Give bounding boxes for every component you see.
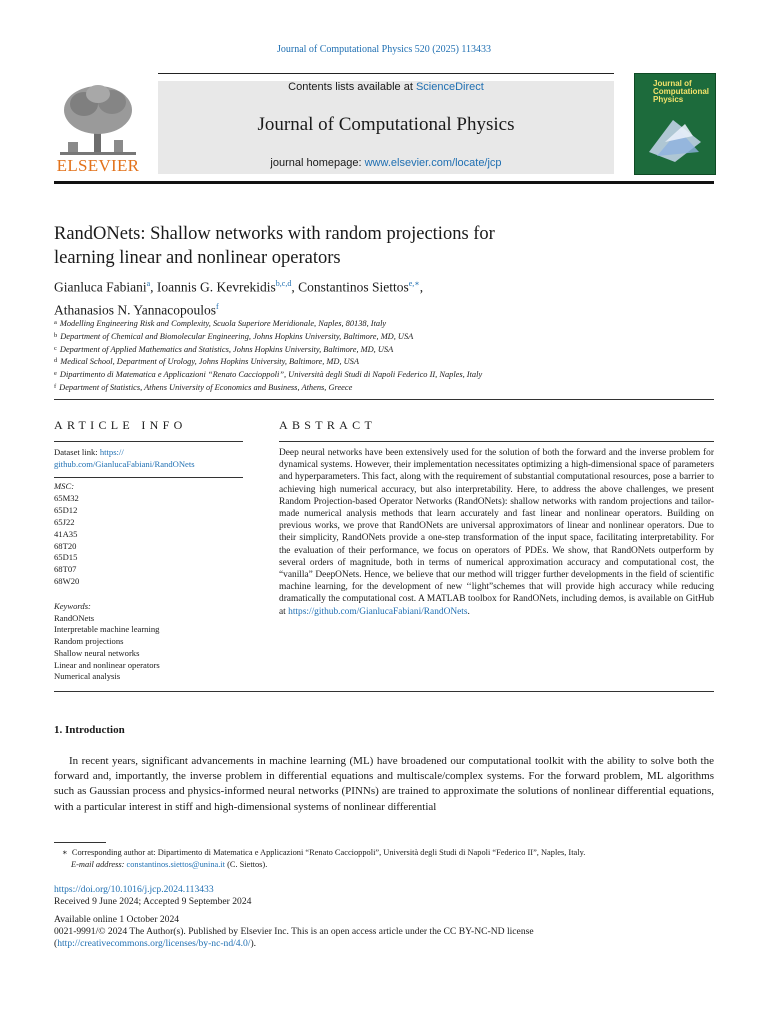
affiliation-text: Department of Chemical and Biomolecular Engineering, Johns Hopkins University, Baltimore, MD, USA — [60, 331, 414, 341]
license-open-paren: ( — [54, 938, 58, 950]
affiliation-text: Modelling Engineering Risk and Complexity, Scuola Superiore Meridionale, Naples, 80138, Italy — [59, 319, 387, 328]
license-close-paren: ). — [250, 938, 257, 950]
introduction-heading: 1. Introduction — [54, 724, 125, 736]
section-divider — [54, 691, 714, 692]
article-info-rule — [54, 441, 243, 442]
author-affiliation-mark[interactable]: e,∗ — [408, 279, 420, 288]
email-link[interactable]: constantinos.siettos@unina.it — [126, 860, 225, 869]
msc-code: 68W20 — [54, 576, 80, 587]
dataset-link[interactable]: github.com/GianlucaFabiani/RandONets — [54, 459, 195, 469]
dataset-label: Dataset link: — [54, 447, 100, 457]
article-info-rule — [54, 477, 243, 478]
abstract-end: . — [467, 606, 470, 617]
footnote-mark: ∗ — [62, 848, 68, 857]
corresponding-author-text: Corresponding author at: Dipartimento di Matematica e Applicazioni “Renato Caccioppoli”, Università degli Studi di Napoli “Federico II”, Naples, Italy. — [71, 848, 586, 857]
available-online-date: Available online 1 October 2024 — [54, 914, 180, 925]
keyword-item: Linear and nonlinear operators — [54, 659, 160, 670]
email-label: E-mail address: — [71, 860, 127, 869]
affiliation-mark: d — [54, 357, 58, 365]
affiliation-item — [54, 343, 714, 356]
affiliation-item — [54, 368, 714, 381]
msc-code: 65D12 — [54, 504, 78, 515]
journal-cover-thumbnail[interactable] — [634, 73, 716, 175]
msc-code: 65D15 — [54, 552, 78, 563]
author-affiliation-mark[interactable]: b,c,d — [275, 279, 292, 288]
author-name[interactable]: Athanasios N. Yannacopoulos — [54, 302, 216, 317]
journal-name: Journal of Computational Physics — [257, 114, 515, 135]
homepage-link[interactable]: www.elsevier.com/locate/jcp — [364, 157, 502, 169]
license-info — [54, 914, 714, 951]
author-name[interactable]: Gianluca Fabiani — [54, 279, 147, 295]
affiliation-mark: b — [54, 331, 58, 339]
affiliation-text: Department of Statistics, Athens University of Economics and Business, Athens, Greece — [59, 382, 353, 392]
author-list: Gianluca Fabiani$^a$, Ioannis G. Kevrekidis$^{b,c,d}$, Constantinos Siettos$^{e,∗}$, Athanasios N. Yannacopoulos$^f$ — [54, 279, 424, 317]
header-top-rule — [158, 73, 614, 74]
affiliation-mark: e — [54, 370, 57, 378]
introduction-text — [54, 754, 714, 815]
abstract-heading: ABSTRACT — [279, 418, 377, 432]
cover-title-line: Physics — [653, 95, 684, 104]
affiliation-list — [54, 317, 714, 394]
cover-title-line: Journal of — [653, 79, 692, 88]
affiliation-mark: f — [54, 382, 57, 390]
received-accepted-dates: Received 9 June 2024; Accepted 9 September 2024 — [54, 896, 252, 908]
affiliation-mark: a — [54, 319, 57, 326]
author-name[interactable]: Constantinos Siettos — [298, 279, 409, 295]
license-link[interactable]: http://creativecommons.org/licenses/by-nc-nd/4.0/ — [57, 938, 251, 950]
cover-title — [653, 80, 709, 104]
homepage-prefix: journal homepage: — [270, 157, 365, 169]
abstract-rule — [279, 441, 714, 442]
license-link-line — [54, 938, 714, 950]
abstract-text — [279, 447, 714, 618]
affiliation-item — [54, 355, 714, 368]
license-text: 0021-9991/© 2024 The Author(s). Published by Elsevier Inc. This is an open access article under the CC BY-NC-ND license — [54, 926, 534, 938]
affiliation-item — [54, 317, 714, 330]
msc-code: 65J22 — [54, 516, 75, 527]
abstract-body: Deep neural networks have been extensively used for the solution of both the forward and the inverse problem for dynamical systems. However, their implementation necessitates optimizing a high-dimensional space of parameters and hyperparameters. This fact, along with the requirement of substantial computational resources, pose a barrier to achieving high numerical accuracy, but also interpretability. Here, to address the above challenges, we present Random Projection-based Operator Networks (RandONets): shallow networks with random projections and tailor-made numerical analysis methods that learn accurately and fast linear and nonlinear operators. Building on previous works, we prove that RandONets are universal approximators of linear and nonlinear operators. Due to their simplicity, RandONets provide a one-step transformation of the input space, facilitating interpretability. For the evaluation of their performance, we focus on operators of PDEs. We show, that RandONets outperform by several orders of magnitude, both in terms of numerical approximation accuracy and computational cost, the “vanilla” DeepONets. Hence, we believe that our method will trigger further developments in the field of scientific machine learning, for the development of new ‘‘light”schemes that will provide high accuracy while reducing dramatically the computational cost. A MATLAB toolbox for RandONets, including demos, is available on GitHub at — [279, 448, 714, 617]
msc-code: 65M32 — [54, 492, 79, 503]
msc-code: 68T20 — [54, 540, 77, 551]
article-title — [54, 222, 594, 270]
keyword-item: RandONets — [54, 612, 95, 623]
affiliation-item — [54, 381, 714, 394]
keyword-item: Shallow neural networks — [54, 647, 140, 658]
title-line: learning linear and nonlinear operators — [54, 248, 341, 268]
keyword-item: Interpretable machine learning — [54, 624, 160, 635]
msc-label: MSC: — [54, 481, 75, 491]
author-affiliation-mark[interactable]: f — [216, 301, 219, 311]
affiliation-text: Department of Applied Mathematics and Statistics, Johns Hopkins University, Baltimore, MD, USA — [59, 344, 394, 354]
journal-citation[interactable]: Journal of Computational Physics 520 (2025) 113433 — [276, 44, 492, 55]
elsevier-wordmark: ELSEVIER — [56, 156, 140, 175]
footnote-line — [54, 859, 714, 871]
cover-artwork-icon — [645, 112, 707, 166]
dataset-link-block — [54, 446, 244, 470]
section-divider — [54, 399, 714, 400]
dataset-link[interactable]: https:// — [99, 447, 124, 457]
keywords-label: Keywords: — [54, 601, 91, 611]
affiliation-text: Dipartimento di Matematica e Applicazioni “Renato Caccioppoli”, Università degli Studi di Napoli Federico II, Naples, Italy — [59, 370, 483, 380]
msc-code: 41A35 — [54, 528, 78, 539]
title-line: RandONets: Shallow networks with random projections for — [54, 224, 495, 244]
contents-prefix: Contents lists available at — [288, 81, 416, 93]
journal-homepage — [158, 157, 614, 169]
affiliation-text: Medical School, Department of Urology, Johns Hopkins University, Baltimore, MD, USA — [60, 357, 359, 367]
sciencedirect-link[interactable]: ScienceDirect — [415, 81, 484, 93]
doi-link[interactable]: https://doi.org/10.1016/j.jcp.2024.113433 — [54, 884, 214, 895]
author-affiliation-mark[interactable]: a — [146, 279, 151, 288]
github-link[interactable]: https://github.com/GianlucaFabiani/RandONets — [288, 606, 468, 617]
keyword-item: Numerical analysis — [54, 671, 121, 682]
author-name[interactable]: Ioannis G. Kevrekidis — [156, 279, 276, 295]
contents-availability — [158, 81, 614, 93]
msc-code: 68T07 — [54, 564, 77, 575]
cover-title-line: Computational — [653, 87, 709, 96]
header-bottom-rule — [54, 181, 714, 184]
publication-info — [54, 884, 714, 908]
keyword-item: Random projections — [54, 636, 124, 647]
affiliation-item — [54, 330, 714, 343]
email-suffix: (C. Siettos). — [224, 860, 268, 869]
footnote-line — [54, 847, 714, 859]
corresponding-author-footnote — [54, 847, 714, 871]
introduction-paragraph: In recent years, significant advancements in machine learning (ML) have broadened our computational toolkit with the ability to solve both the forward and, importantly, the inverse problem in differential equations and multiscale/complex systems. For the forward problem, ML algorithms such as Gaussian process and physics-informed neural networks (PINNs) are trained to approximate the solutions of nonlinear differential equations, with a particular interest in stiff and high-dimensional systems of nonlinear differential — [54, 755, 714, 813]
affiliation-mark: c — [54, 344, 57, 352]
article-info-heading: ARTICLE INFO — [54, 418, 187, 432]
msc-codes — [54, 481, 244, 588]
keywords — [54, 601, 244, 683]
footnote-rule — [54, 842, 106, 843]
